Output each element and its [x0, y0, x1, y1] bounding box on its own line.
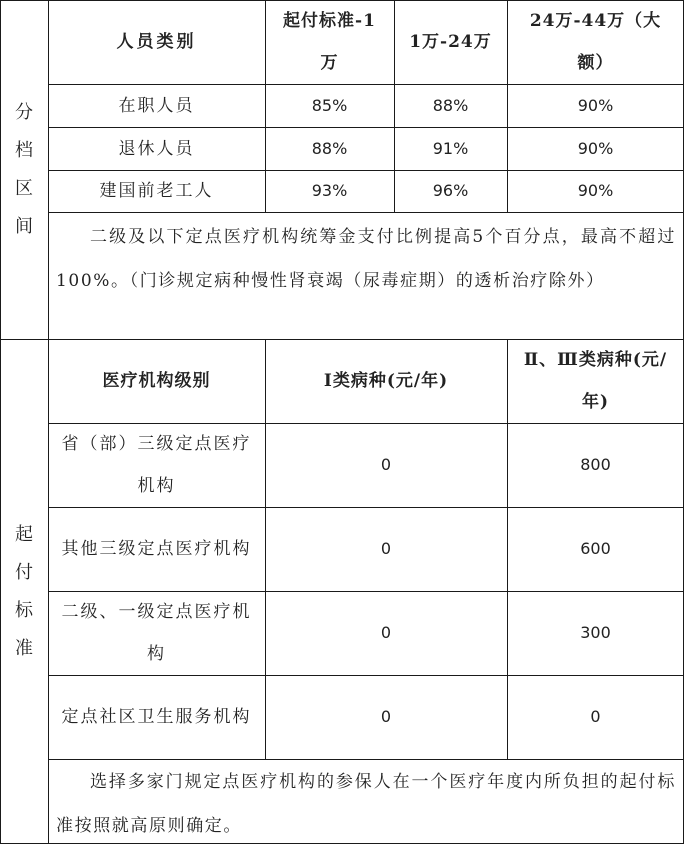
header-col2: 1万-24万 — [409, 32, 492, 52]
header-col3: 24万-44万（大额） — [529, 11, 662, 73]
header-type1: Ⅰ类病种(元/年) — [323, 371, 449, 391]
row-value: 88% — [432, 95, 469, 115]
row-value: 93% — [311, 181, 348, 200]
header-category: 人员类别 — [116, 32, 197, 52]
row-category: 在职人员 — [118, 95, 195, 116]
header-type23: Ⅱ、Ⅲ类病种(元/年) — [523, 350, 668, 412]
row-category: 退休人员 — [118, 138, 195, 159]
row-value: 85% — [311, 95, 348, 115]
row-level: 其他三级定点医疗机构 — [61, 539, 252, 559]
header-col1: 起付标准-1万 — [283, 11, 376, 73]
row-value: 90% — [577, 138, 614, 158]
row-value: 0 — [590, 707, 601, 726]
row-value: 91% — [432, 138, 469, 158]
row-value: 0 — [380, 539, 392, 558]
row-level: 省（部）三级定点医疗机构 — [61, 434, 252, 496]
section1-note: 二级及以下定点医疗机构统筹金支付比例提高5个百分点，最高不超过100%。（门诊规定病种慢性肾衰竭（尿毒症期）的透析治疗除外） — [56, 227, 676, 291]
row-value: 800 — [580, 455, 611, 474]
row-value: 0 — [380, 455, 392, 474]
row-value: 0 — [380, 707, 392, 726]
section2-note: 选择多家门规定点医疗机构的参保人在一个医疗年度内所负担的起付标准按照就高原则确定。 — [56, 772, 676, 836]
row-value: 600 — [580, 539, 611, 558]
row-value: 90% — [577, 95, 614, 115]
row-value: 90% — [577, 181, 614, 200]
row-value: 300 — [580, 623, 611, 642]
section-label-tiers: 分 档 区 间 — [15, 101, 33, 237]
row-value: 88% — [311, 138, 348, 158]
row-value: 96% — [432, 181, 469, 200]
row-level: 二级、一级定点医疗机构 — [61, 602, 252, 664]
row-value: 0 — [380, 623, 392, 642]
row-category: 建国前老工人 — [99, 181, 214, 201]
header-level: 医疗机构级别 — [102, 371, 211, 391]
row-level: 定点社区卫生服务机构 — [61, 707, 252, 727]
section-label-deductible: 起 付 标 准 — [15, 523, 33, 659]
